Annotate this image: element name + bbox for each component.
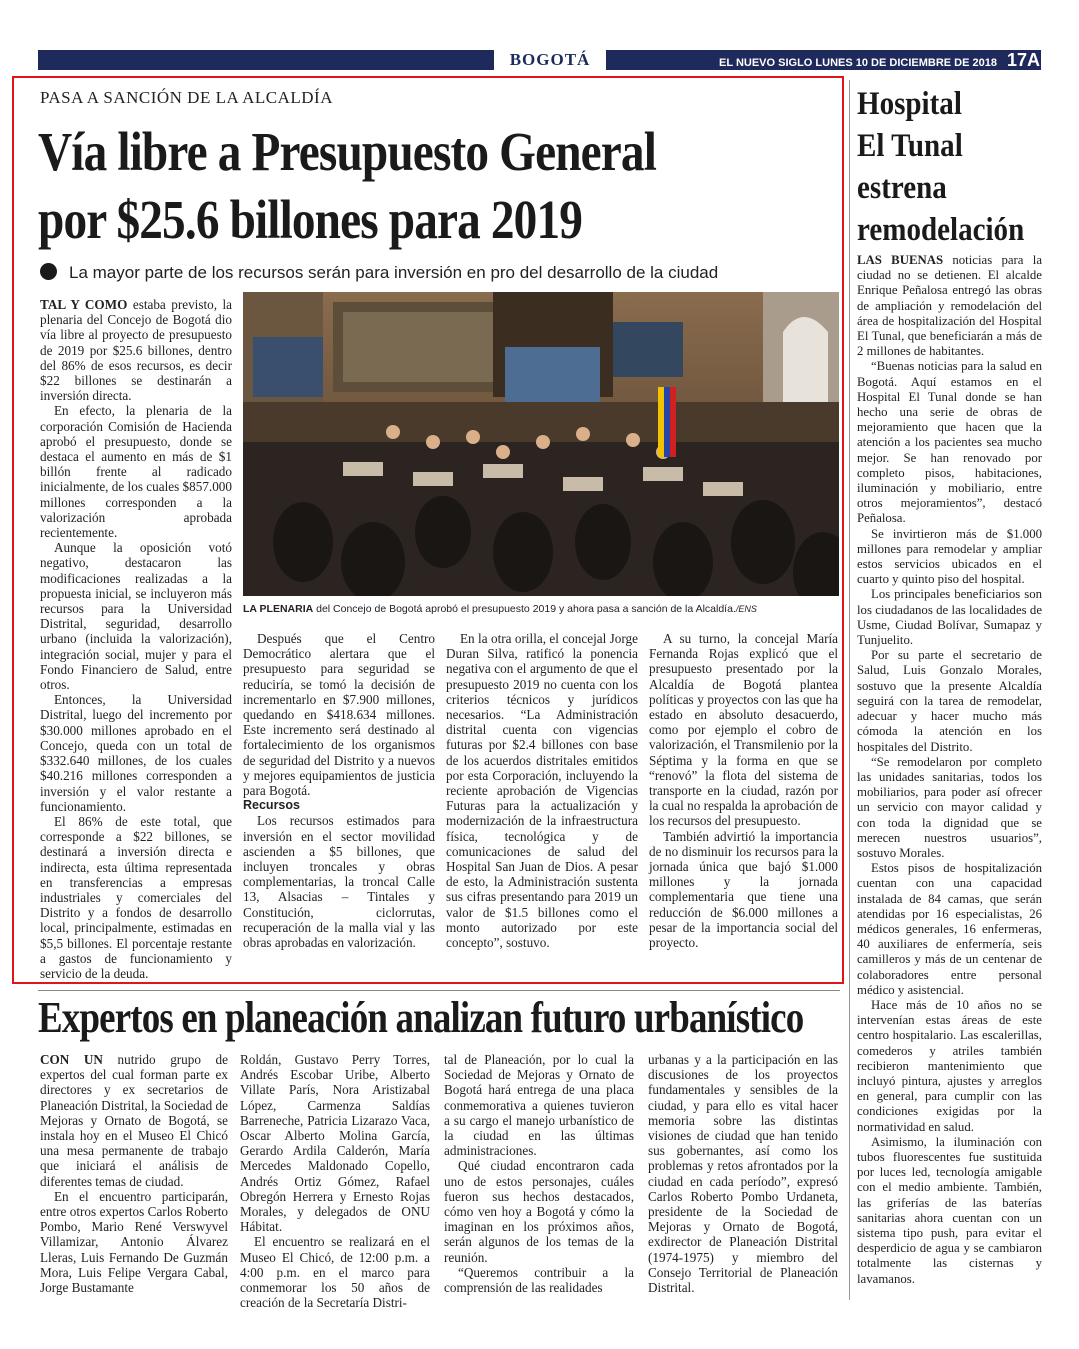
caption-lead: LA PLENARIA [243, 603, 314, 615]
main-col-2 [243, 631, 435, 950]
sidebar-title-line1: Hospital [857, 86, 962, 122]
paragraph: Por su parte el secretario de Salud, Luis Gonzalo Morales, sostuvo que la presente Alcaldía seguirá con la tarea de remodelar, adecuar y hacer mucho más cómoda la atención en los hospitales del Distrito. [857, 648, 1042, 754]
paragraph: Roldán, Gustavo Perry Torres, Andrés Escobar Uribe, Alberto Villate París, Nora Aristizabal López, Carmenza Saldías Barreneche, Patricia Lizarazo Vaca, Oscar Alberto Molina García, Gerardo Ardila Calderón, María Mercedes Maldonado Copello, Andrés Ortiz Gómez, Rafael Obregón Herrera y Ernesto Rojas Morales, y delegados de ONU Hábitat. [240, 1052, 430, 1235]
column-divider [849, 80, 850, 1300]
paragraph: En la otra orilla, el concejal Jorge Duran Silva, ratificó la ponencia negativa con el argumento de que el presupuesto 2019 no cuenta con los criterios técnicos y jurídicos necesarios. “La Administración distrital cuenta con vigencias futuras por $2.4 billones con base de los acuerdos distritales emitidos por esta Corporación, incluyendo la reciente aprobación de Vigencias Futuras para la actualización y modernización de la infraestructura física, tecnológica y de comunicaciones de salud del Hospital San Juan de Dios. A pesar de esto, la Administración sustenta sus cifras presentando para 2019 un valor de $1.5 billones como el monto autorizado por este concepto”, sostuvo. [446, 631, 638, 951]
headline-line1: Vía libre a Presupuesto General [38, 121, 656, 182]
paragraph: noticias para la ciudad no se detienen. El alcalde Enrique Peñalosa entregó las obras de ampliación y remodelación del área de hospitalización del Hospital El Tunal, que beneficiarán a más de 2 millones de habitantes. [857, 253, 1042, 359]
paragraph: Hace más de 10 años no se intervenían estas áreas de este centro hospitalario. Las escalerillas, comederos y atriles también recibieron mantenimiento que incluyó pintura, ajustes y arreglos en general, para cumplir con las condiciones exigidas por la normatividad en salud. [857, 997, 1042, 1134]
sidebar-title-line4: remodelación [857, 212, 1025, 248]
paragraph: Estos pisos de hospitalización cuentan con una capacidad instalada de 84 camas, que serán atendidas por 16 especialistas, 26 médicos generales, 16 enfermeras, 40 auxiliares de enfermería, seis camilleros y más de un centenar de colaboradores entre personal médico y asistencial. [857, 861, 1042, 997]
paragraph: estaba previsto, la plenaria del Concejo de Bogotá dio vía libre al proyecto de presupuesto de 2019 por $25.6 billones, dentro del 86% de esos recursos, es decir $22 billones se destinarán a inversión directa. [40, 297, 233, 404]
sidebar-title-line3: estrena [857, 170, 947, 206]
main-col-3 [446, 631, 638, 950]
sidebar-body [857, 253, 1042, 1287]
paragraph: Qué ciudad encontraron cada uno de estos personajes, cuáles fueron sus hechos destacados, cómo ven hoy a Bogotá y cómo la imaginan en los próximos años, serán algunos de los temas de la reunión. [444, 1158, 634, 1265]
photo-caption [243, 603, 843, 615]
subhead-text: La mayor parte de los recursos serán para inversión en pro del desarrollo de la ciudad [69, 263, 719, 282]
lead-in: CON UN [40, 1052, 103, 1067]
paper-date: EL NUEVO SIGLO LUNES 10 DE DICIEMBRE DE 2018 [719, 57, 997, 69]
paragraph: tal de Planeación, por lo cual la Sociedad de Mejoras y Ornato de Bogotá hará entrega de una placa conmemorativa a quienes tuvieron a su cargo el manejo urbanístico de la ciudad en las últimas administraciones. [444, 1052, 634, 1159]
subheadline [40, 263, 718, 283]
page-number: 17A [1006, 50, 1040, 70]
sidebar-title-line2: El Tunal [857, 128, 963, 164]
paragraph: También advirtió la importancia de no disminuir los recursos para la jornada única que bajó $1.000 millones y la jornada complementaria que tiene una reducción de $6.000 millones a pesar de la importancia social del proyecto. [649, 828, 838, 951]
paragraph: El 86% de este total, que corresponde a $22 billones, se destinará a inversión directa e indirecta, esta última representada en transferencias a empresas industriales y comerciales del Distrito y a fondos de desarrollo local, principalmente, estimadas en $5,5 billones. El porcentaje restante a gastos de funcionamiento y servicio de la deuda. [40, 813, 232, 981]
paragraph: urbanas y a la participación en las discusiones de los proyectos fundamentales y sensibles de la ciudad, y para ello es vital hacer memoria sobre las distintas visiones de ciudad que han tenido sus gobernantes, así como los problemas y retos afrontados por la ciudad en cada período”, expresó Carlos Roberto Pombo Urdaneta, presidente de la Sociedad de Mejoras y Ornato de Bogotá, exdirector de Planeación Distrital (1974-1975) y miembro del Consejo Territorial de Planeación Distrital. [648, 1052, 838, 1296]
paragraph: A su turno, la concejal María Fernanda Rojas explicó que el presupuesto presentado por la Alcaldía de Bogotá plantea políticas y proyectos con las que ha estado en absoluto desacuerdo, como por ejemplo el cobro de valorización, el Transmilenio por la Séptima y la forma en que se “renovó” la flota del sistema de transporte en la ciudad, razón por la cual no respalda la aprobación de los recursos del presupuesto. [649, 631, 838, 829]
main-col-1 [40, 297, 232, 981]
second-col-1 [40, 1052, 228, 1295]
paragraph: Entonces, la Universidad Distrital, luego del incremento por $30.000 millones aprobado en el Concejo, queda con un total de $332.640 millones, de los cuales $40.216 millones corresponden a inversión y el valor restante a funcionamiento. [40, 692, 232, 814]
second-col-2 [240, 1052, 430, 1310]
paragraph: Se invirtieron más de $1.000 millones para remodelar y ampliar estos servicios ubicados en el cuarto y quinto piso del hospital. [857, 526, 1042, 587]
paragraph: Los recursos estimados para inversión en el sector movilidad ascienden a $5 billones, que incluyen troncales y obras complementarias, la troncal Calle 13, Alsacias – Tintales y Constitución, ciclorrutas, recuperación de la malla vial y las obras aprobadas en valorización. [243, 813, 435, 951]
photo-illustration [243, 292, 839, 596]
article-kicker: PASA A SANCIÓN DE LA ALCALDÍA [40, 88, 333, 107]
paragraph: nutrido grupo de expertos del cual forman parte ex directores y ex secretarios de Planeación Distrital, la Sociedad de Mejoras y Ornato de Bogotá, se instala hoy en el Museo El Chicó una mesa permanente de trabajo que iniciará el análisis de diferentes temas de ciudad. [40, 1052, 228, 1189]
section-name: BOGOTÁ [494, 50, 606, 70]
section-subtitle: Recursos [243, 798, 300, 813]
paragraph: Aunque la oposición votó negativo, destacaron las modificaciones realizadas a la propuesta inicial, se incluyeron más recursos para la Universidad Distrital, seguridad, desarrollo urbano (incluida la valorización), integración social, mujer y para el Fondo Financiero de Salud, entre otros. [40, 540, 232, 693]
second-col-3 [444, 1052, 634, 1295]
caption-text: del Concejo de Bogotá aprobó el presupuesto 2019 y ahora pasa a sanción de la Alcaldía. [313, 603, 736, 615]
paragraph: “Queremos contribuir a la comprensión de las realidades [444, 1264, 634, 1296]
paragraph: “Se remodelaron por completo las unidades sanitarias, todos los mobiliarios, para poder así ofrecer un servicio con mayor calidad y con toda la dignidad que se merecen nuestros usuarios”, sostuvo Morales. [857, 754, 1042, 860]
paragraph: Los principales beneficiarios son los ciudadanos de las localidades de Usme, Ciudad Bolívar, Sumapaz y Tunjuelito. [857, 587, 1042, 648]
headline-line2: por $25.6 billones para 2019 [38, 189, 583, 250]
second-headline: Expertos en planeación analizan futuro urbanístico [38, 993, 804, 1042]
main-col-4 [649, 631, 838, 950]
bullet-icon [40, 263, 57, 280]
lead-in: TAL Y COMO [40, 297, 128, 312]
paragraph: Asimismo, la iluminación con tubos fluorescentes fue sustituida por luces led, tecnología amigable con el medio ambiente. También, las griferías de las baterías sanitarias ahora cuentan con un sistema tipo push, para evitar el desperdicio de agua y se cambiaron totalmente las cisternas y lavamanos. [857, 1134, 1042, 1286]
paragraph: “Buenas noticias para la salud en Bogotá. Aquí estamos en el Hospital El Tunal donde se han hecho una serie de obras de mejoramiento que hacen que la atención a los pacientes sea mucho mejor. Se han renovado por completo pisos, habitaciones, iluminación y mobiliario, entre otros mejoramientos”, destacó Peñalosa. [857, 359, 1042, 526]
plenary-photo [243, 292, 839, 596]
second-col-4 [648, 1052, 838, 1295]
photo-credit: /ENS [735, 604, 757, 614]
paragraph: En efecto, la plenaria de la corporación Comisión de Hacienda aprobó el presupuesto, donde se destaca el aumento en más de $1 billón frente al radicado inicialmente, de los cuales $857.000 millones corresponden a la valorización aprobada recientemente. [40, 403, 232, 541]
paragraph: En el encuentro participarán, entre otros expertos Carlos Roberto Pombo, Mario René Verswyvel Villamizar, Antonio Álvarez Lleras, Luis Fernando De Guzmán Mora, Luis Felipe Vergara Cabal, Jorge Bustamante [40, 1188, 228, 1296]
paragraph: El encuentro se realizará en el Museo El Chicó, de 12:00 p.m. a 4:00 p.m. en el marco para conmemorar los 50 años de creación de la Secretaría Distri- [240, 1234, 430, 1311]
paragraph: Después que el Centro Democrático alertara que el presupuesto para seguridad se reduciría, se tomó la decisión de incrementarlo en $7.900 millones, quedando en $418.634 millones. Este incremento será destinado al fortalecimiento de los organismos de seguridad del Distrito y a nuevos y mejores equipamientos de justicia para Bogotá. [243, 631, 435, 799]
header-info [690, 50, 1040, 70]
section-divider [38, 990, 840, 991]
lead-in: LAS BUENAS [857, 253, 944, 267]
